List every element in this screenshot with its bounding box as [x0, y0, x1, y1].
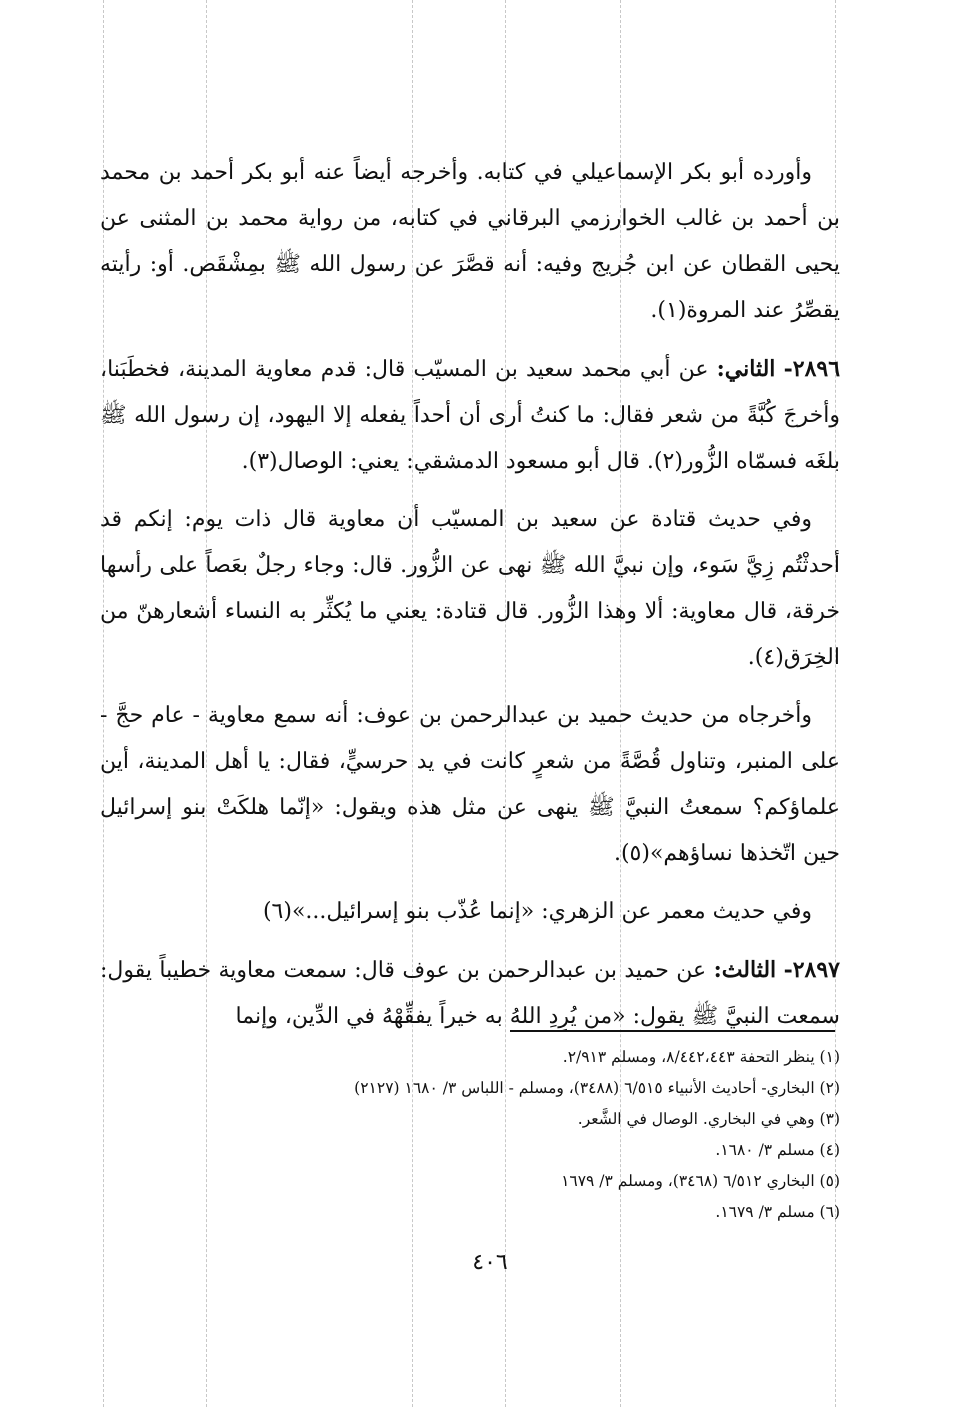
main-text: [100, 150, 840, 1052]
paragraph-text: عن أبي محمد سعيد بن المسيّب قال: قدم معاوية المدينة، فخطَبَنا، وأخرجَ كُبَّةً من شعر فقال: ما كنتُ أرى أن أحداً يفعله إلا اليهود، إن رسول الله ﷺ بلغَه فسمّاه الزُّور(٢). قال أبو مسعود الدمشقي: يعني: الوصال(٣).: [100, 357, 840, 474]
paragraph: [100, 150, 840, 334]
footnotes: [200, 1042, 840, 1228]
footnote: (٤) مسلم ٣/ ١٦٨٠.: [715, 1141, 840, 1159]
paragraph: [100, 346, 840, 485]
footnote: (٦) مسلم ٣/ ١٦٧٩.: [715, 1203, 840, 1221]
footnote: (٣) وهي في البخاري. الوصال في الشَّعر.: [577, 1110, 840, 1128]
paragraph-text: وفي حديث قتادة عن سعيد بن المسيّب أن معاوية قال ذات يوم: إنكم قد أحدثْتُم زِيَّ سَوء، وإن نبيَّ الله ﷺ نهى عن الزُّور. قال: وجاء رجلٌ بعَصاً على رأسها خرقة، قال معاوية: ألا وهذا الزُّور. قال قتادة: يعني ما يُكثِّر به النساء أشعارهنّ من الخِرَق(٤).: [100, 507, 840, 670]
paragraph-text: عن حميد بن عبدالرحمن بن عوف قال: سمعت معاوية خطيباً يقول: سمعت النبيَّ ﷺ يقول: «من يُرِدِ اللهُ به خيراً يفقِّهْهُ في الدِّين، وإنما: [100, 958, 840, 1029]
paragraph-text: وأورده أبو بكر الإسماعيلي في كتابه. وأخرجه أيضاً عنه أبو بكر أحمد بن محمد بن أحمد بن غالب الخوارزمي البرقاني في كتابه، من رواية محمد بن المثنى عن يحيى القطان عن ابن جُريج وفيه: أنه قصَّرَ عن رسول الله ﷺ بمِشْقَص. أو: رأيته يقصِّرُ عند المروة(١).: [100, 160, 840, 323]
footnote: (٢) البخاري- أحاديث الأنبياء ٦/٥١٥ (٣٤٨٨)، ومسلم - اللباس ٣/ ١٦٨٠ (٢١٢٧): [354, 1079, 840, 1097]
footnote-separator: [510, 1030, 835, 1032]
paragraph-text: وفي حديث معمر عن الزهري: «إنما عُذّب بنو إسرائيل...»(٦): [262, 899, 812, 924]
paragraph: [100, 947, 840, 1040]
hadith-heading: الثالث:: [713, 957, 777, 983]
page-number: ٤٠٦: [472, 1250, 508, 1275]
paragraph: [100, 497, 840, 681]
paragraph-text: وأخرجاه من حديث حميد بن عبدالرحمن بن عوف: أنه سمع معاوية - عام حجَّ - على المنبر، وتناول قُصَّةً من شعرٍ كانت في يد حرسيٍّ، فقال: يا أهل المدينة، أين علماؤكم؟ سمعتُ النبيَّ ﷺ ينهى عن مثل هذه ويقول: «إنّما هلكَتْ بنو إسرائيل حين اتّخذها نساؤهم»(٥).: [100, 703, 840, 866]
hadith-heading: الثاني:: [716, 356, 776, 382]
hadith-number: ٢٨٩٦-: [783, 356, 841, 382]
hadith-number: ٢٨٩٧-: [783, 957, 840, 983]
paragraph: [100, 889, 840, 935]
footnote: (٥) البخاري ٦/٥١٢ (٣٤٦٨)، ومسلم ٣/ ١٦٧٩: [561, 1172, 840, 1190]
paragraph: [100, 693, 840, 877]
footnote: (١) ينظر التحفة ٨/٤٤٢،٤٤٣، ومسلم ٢/٩١٣.: [562, 1048, 840, 1066]
